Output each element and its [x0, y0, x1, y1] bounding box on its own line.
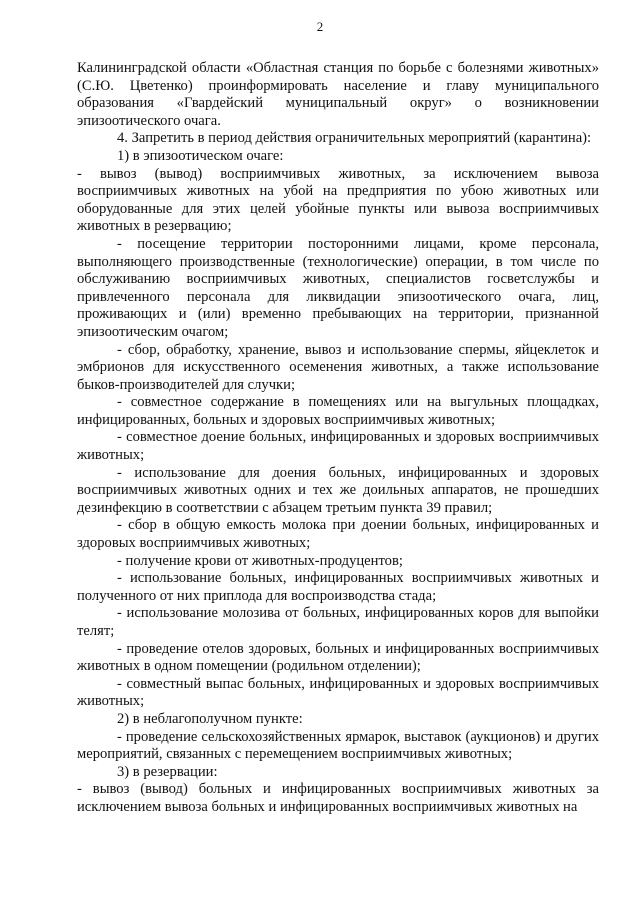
subheading-unfavorable-point: 2) в неблагополучном пункте: — [117, 710, 303, 727]
list-item-blood: - получение крови от животных-продуцентов; — [117, 552, 403, 569]
subheading-epizootic-focus: 1) в эпизоотическом очаге: — [117, 147, 284, 164]
list-item-colostrum: - использование молозива от больных, инфицированных коров для выпойки телят; — [77, 605, 599, 639]
list-item-joint-milking: - совместное доение больных, инфицированных и здоровых восприимчивых животных; — [77, 429, 599, 464]
document-body — [77, 60, 599, 817]
list-item-joint-keeping: - совместное содержание в помещениях или на выгульных площадках, инфицированных, больных и здоровых восприимчивых животных; — [77, 394, 599, 428]
list-item-reproduction: - использование больных, инфицированных восприимчивых животных и полученного от них приплода для воспроизводства стада; — [77, 570, 599, 604]
paragraph-continuation: Калининградской области «Областная станция по борьбе с болезнями животных» (С.Ю. Цветенко) проинформировать население и главу муниципального образования «Гвардейский муниципальный округ» о возникновении эпизоотического очага. — [77, 60, 599, 129]
list-item-sperm: - сбор, обработку, хранение, вывоз и использование спермы, яйцеклеток и эмбрионов для искусственного осеменения животных, а также использование быков-производителей для случки; — [77, 341, 599, 393]
list-item-fairs: - проведение сельскохозяйственных ярмарок, выставок (аукционов) и других мероприятий, связанных с перемещением восприимчивых животных; — [77, 728, 599, 763]
list-item-reservation-export: - вывоз (вывод) больных и инфицированных восприимчивых животных за исключением вывоза больных и инфицированных восприимчивых животных на — [77, 781, 599, 815]
subheading-reservation: 3) в резервации: — [117, 763, 218, 780]
list-item-grazing: - совместный выпас больных, инфицированных и здоровых восприимчивых животных; — [77, 675, 599, 710]
page-number: 2 — [316, 19, 324, 34]
list-item-export: - вывоз (вывод) восприимчивых животных, за исключением вывоза восприимчивых животных на убой на предприятия по убою животных или оборудованные для этих целей убойные пункты или вывоза восприимчивых животных в резервацию; — [77, 165, 599, 235]
list-item-calving: - проведение отелов здоровых, больных и инфицированных восприимчивых животных в одном помещении (родильном отделении); — [77, 640, 599, 675]
list-item-milking-machines: - использование для доения больных, инфицированных и здоровых восприимчивых животных одних и тех же доильных аппаратов, не прошедших дезинфекцию в соответствии с абзацем третьим пункта 39 правил; — [77, 464, 599, 516]
list-item-visiting: - посещение территории посторонними лицами, кроме персонала, выполняющего производственные (технологические) операции, в том числе по обслуживанию восприимчивых животных, специалистов госветслужбы и привлеченного персонала для ликвидации эпизоотического очага, лиц, проживающих и (или) временно пребывающих на территории, признанной эпизоотическим очагом; — [77, 235, 599, 340]
paragraph-item-4: 4. Запретить в период действия ограничительных мероприятий (карантина): — [117, 130, 592, 147]
list-item-milk-collection: - сбор в общую емкость молока при доении больных, инфицированных и здоровых восприимчивых животных; — [77, 517, 599, 552]
